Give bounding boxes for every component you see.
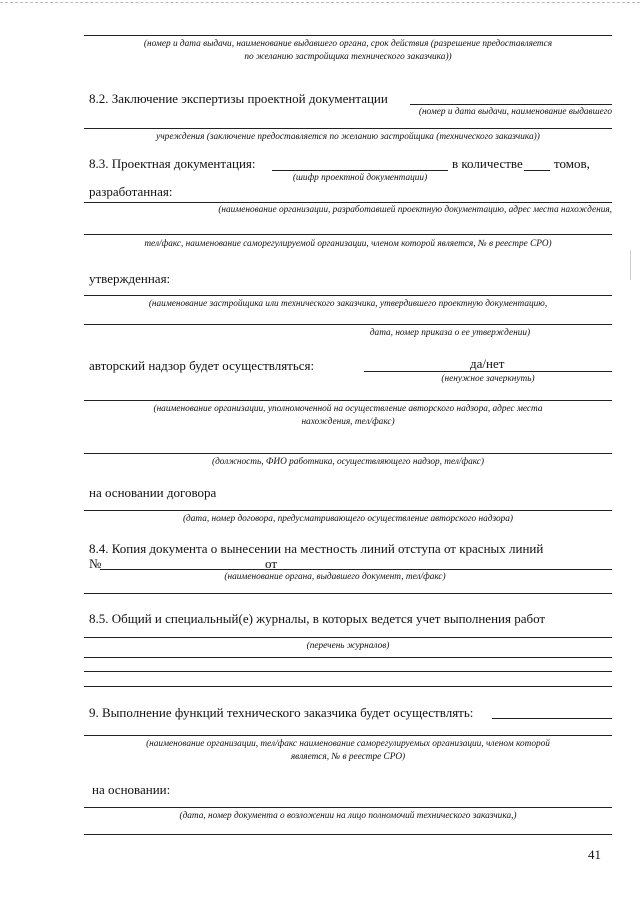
section-8-4-number-sign: № — [89, 556, 102, 571]
basis-label: на основании: — [92, 782, 171, 797]
section-8-3-volumes: томов, — [554, 156, 590, 171]
section-8-3-quantity: в количестве — [452, 156, 523, 171]
section-9-title: 9. Выполнение функций технического заказчика будет осуществлять: — [89, 705, 474, 720]
caption-9-a: (наименование организации, тел/факс наименование саморегулируемых организации, членом которой — [146, 739, 550, 749]
caption-supervision-org: (наименование организации, уполномоченной на осуществление авторского надзора, адрес места — [153, 404, 543, 414]
line-8-2-a — [410, 104, 612, 105]
approved-label: утвержденная: — [89, 271, 171, 286]
caption-supervision-person: (должность, ФИО работника, осуществляющего надзор, тел/факс) — [211, 457, 484, 467]
line-8-3-code — [272, 170, 448, 171]
line-supervision-org — [84, 400, 612, 401]
line-approved-a — [84, 295, 612, 296]
caption-8-2-b: учреждения (заключение предоставляется по желанию застройщика (технического заказчика)) — [156, 132, 540, 142]
caption-8-4: (наименование органа, выдавшего документ, тел/факс) — [224, 572, 446, 582]
section-8-3-developed: разработанная: — [89, 184, 173, 199]
caption-8-3-code: (шифр проектной документации) — [292, 173, 428, 183]
supervision-label: авторский надзор будет осуществляться: — [89, 358, 315, 373]
contract-label: на основании договора — [89, 485, 217, 500]
line-approved-b — [84, 324, 612, 325]
page-number: 41 — [588, 847, 601, 862]
line-supervision — [364, 371, 612, 372]
line-supervision-person — [84, 453, 612, 454]
caption-approved-b: дата, номер приказа о ее утверждении) — [369, 328, 531, 338]
scan-edge-right — [630, 250, 631, 280]
caption-8-3-dev: (наименование организации, разработавшей проектную документацию, адрес места нахождения, — [218, 205, 612, 215]
caption-8-2-a: (номер и дата выдачи, наименование выдавшего — [418, 107, 612, 117]
line-8-3-sro — [84, 234, 612, 235]
line-8-5-a — [84, 637, 612, 638]
line-9-b — [84, 735, 612, 736]
line-9-a — [492, 718, 612, 719]
line-8-5-b — [84, 657, 612, 658]
caption-8-5: (перечень журналов) — [306, 641, 390, 651]
supervision-yes-no: да/нет — [470, 356, 505, 371]
caption-permit: (номер и дата выдачи, наименование выдавшего органа, срок действия (разрешение предоставляется — [143, 39, 553, 49]
caption-8-3-sro: тел/факс, наименование саморегулируемой организации, членом которой является, № в реестре СРО) — [144, 239, 552, 249]
line-8-2-b — [84, 128, 612, 129]
caption-contract: (дата, номер договора, предусматривающего осуществление авторского надзора) — [182, 514, 514, 524]
section-8-4-title: 8.4. Копия документа о вынесении на местность линий отступа от красных линий — [89, 541, 544, 556]
section-8-3-title: 8.3. Проектная документация: — [89, 156, 256, 171]
line-8-3-quantity — [524, 170, 550, 171]
line-contract — [84, 510, 612, 511]
section-8-2-title: 8.2. Заключение экспертизы проектной документации — [89, 91, 388, 106]
caption-supervision-strike: (ненужное зачеркнуть) — [441, 374, 535, 384]
section-8-4-from: от — [265, 556, 278, 571]
caption-basis: (дата, номер документа о возложении на лицо полномочий технического заказчика,) — [179, 811, 517, 821]
section-8-5-title: 8.5. Общий и специальный(е) журналы, в которых ведется учет выполнения работ — [89, 611, 546, 626]
caption-approved-a: (наименование застройщика или технического заказчика, утвердившего проектную документацию, — [148, 299, 548, 309]
caption-9-b: является, № в реестре СРО) — [290, 752, 406, 762]
line-top — [84, 35, 612, 36]
line-8-5-d — [84, 686, 612, 687]
line-8-4 — [100, 569, 612, 570]
line-basis-b — [84, 834, 612, 835]
line-basis — [84, 807, 612, 808]
line-8-3-dev — [84, 202, 612, 203]
scan-edge-top — [0, 2, 640, 3]
line-8-4-b — [84, 593, 612, 594]
caption-supervision-org-cont: нахождения, тел/факс) — [301, 417, 395, 427]
caption-permit-cont: по желанию застройщика технического заказчика)) — [244, 52, 452, 62]
line-8-5-c — [84, 671, 612, 672]
